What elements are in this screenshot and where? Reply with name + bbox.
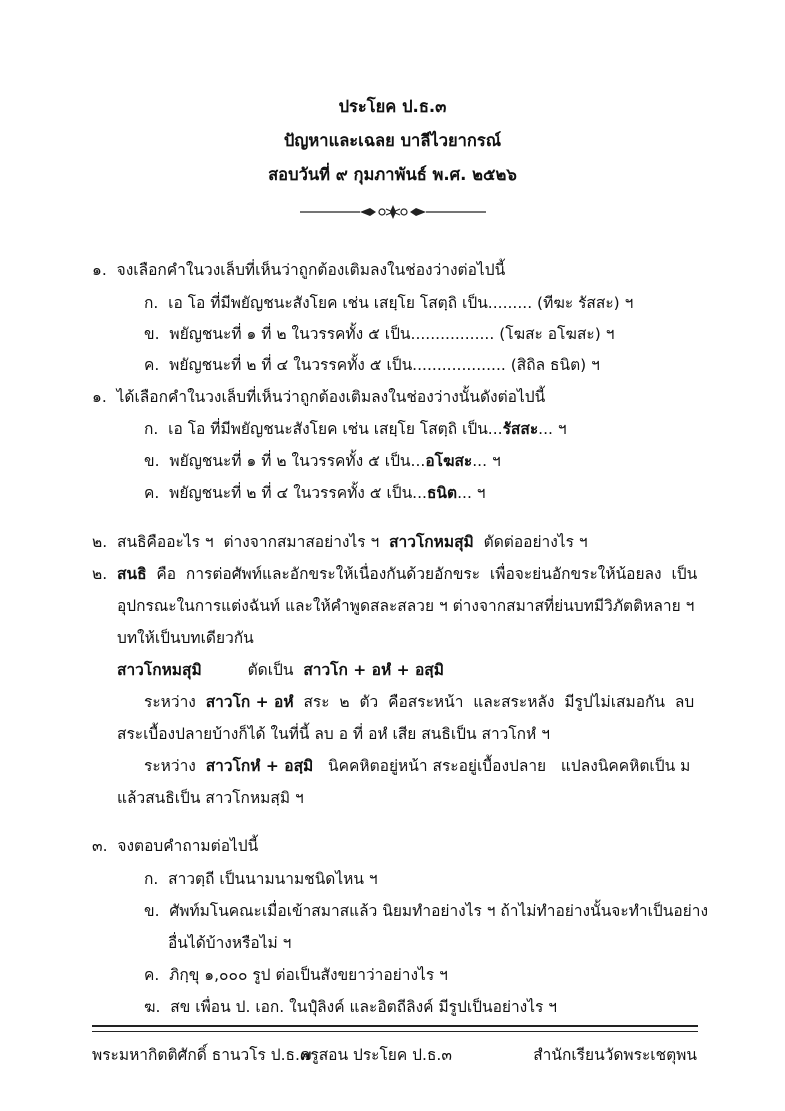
answer-text-end: ... ฯ: [457, 484, 486, 502]
footer-school: สำนักเรียนวัดพระเชตุพน: [533, 1046, 697, 1064]
footer-rule-thin: [92, 1031, 698, 1032]
explanation-text-end: สระ ๒ ตัว คือสระหน้า และสระหลัง มีรูปไม่เสมอกัน ลบ: [293, 693, 695, 711]
question-2: [92, 529, 588, 554]
answer-number: ๑.: [92, 388, 107, 406]
question-text: จงตอบคำถามต่อไปนี้: [117, 837, 259, 855]
split-line: [117, 657, 444, 682]
answer-text: พยัญชนะที่ ๒ ที่ ๔ ในวรรคทั้ง ๕ เป็น...: [169, 484, 427, 502]
q3-item: [144, 898, 708, 923]
answer-text: เอ โอ ที่มีพยัญชนะสังโยค เช่น เสยฺโย โสตฺถิ เป็น...: [168, 420, 503, 438]
item-text: ศัพท์มโนคณะเมื่อเข้าสมาสแล้ว นิยมทำอย่างไร ฯ ถ้าไม่ทำอย่างนั้นจะทำเป็นอย่าง: [169, 902, 709, 920]
question-number: ๑.: [92, 261, 107, 279]
item-letter: ข.: [144, 452, 160, 470]
answer-keyword: ธนิต: [426, 484, 458, 502]
footer-rule: [92, 1025, 698, 1027]
question-keyword: สาวโกหมสุมิ: [389, 533, 474, 551]
explanation-text: ระหว่าง: [144, 693, 206, 711]
answer-keyword: อโฆสะ: [425, 452, 473, 470]
item-text: ภิกฺขุ ๑,๐๐๐ รูป ต่อเป็นสังขยาว่าอย่างไร ฯ: [169, 966, 448, 984]
answer-item: [144, 448, 501, 473]
q1-item: [144, 352, 600, 377]
footer-author: พระมหากิตติศักดิ์ ธานวโร ป.ธ.๗: [92, 1046, 312, 1064]
exam-date: สอบวันที่ ๙ กุมภาพันธ์ พ.ศ. ๒๕๒๖: [268, 165, 517, 184]
q3-item: [144, 994, 557, 1019]
explanation-text: ระหว่าง: [144, 757, 206, 775]
answer-text-end: ... ฯ: [472, 452, 501, 470]
page-title: ประโยค ป.ธ.๓: [338, 97, 447, 116]
answer-keyword: รัสสะ: [502, 420, 539, 438]
question-text-end: ตัดต่ออย่างไร ฯ: [473, 533, 588, 551]
explanation-keyword: สาวโก + อหํ: [205, 693, 294, 711]
item-text: พยัญชนะที่ ๒ ที่ ๔ ในวรรคทั้ง ๕ เป็น................... (สิถิล ธนิต) ฯ: [169, 356, 600, 374]
question-3: [92, 833, 258, 858]
q3-item: [144, 866, 378, 891]
explanation-line: แล้วสนธิเป็น สาวโกหมสฺมิ ฯ: [117, 789, 304, 807]
split-label: ตัดเป็น: [247, 661, 294, 679]
answer-text: พยัญชนะที่ ๑ ที่ ๒ ในวรรคทั้ง ๕ เป็น...: [169, 452, 426, 470]
answer-keyword: สนธิ: [117, 565, 147, 583]
question-number: ๓.: [92, 837, 108, 855]
q1-item: [144, 321, 614, 346]
item-letter: ก.: [144, 294, 159, 312]
item-letter: ข.: [144, 902, 160, 920]
item-text: สข เพื่อน ป. เอก. ในปุํลิงค์ และอิตถีลิงค์ มีรูปเป็นอย่างไร ฯ: [170, 998, 557, 1016]
question-number: ๒.: [92, 533, 108, 551]
item-letter: ค.: [144, 484, 160, 502]
question-1: [92, 257, 505, 282]
item-letter: ฆ.: [144, 998, 161, 1016]
answer-text-end: ... ฯ: [538, 420, 567, 438]
answer-text: คือ การต่อศัพท์และอักขระให้เนื่องกันด้วยอักขระ เพื่อจะย่นอักขระให้น้อยลง เป็น: [146, 565, 698, 583]
answer-intro: ได้เลือกคำในวงเล็บที่เห็นว่าถูกต้องเติมลงในช่องว่างนั้นดังต่อไปนี้: [116, 388, 546, 406]
question-text: สนธิคืออะไร ฯ ต่างจากสมาสอย่างไร ฯ: [117, 533, 390, 551]
item-letter: ค.: [144, 356, 160, 374]
item-letter: ข.: [144, 325, 160, 343]
answer-1: [92, 384, 545, 409]
item-letter: ก.: [144, 420, 159, 438]
q1-item: [144, 290, 633, 315]
answer-2-line: บทให้เป็นบทเดียวกัน: [117, 629, 254, 647]
explanation-line: [144, 689, 694, 714]
explanation-line: [144, 753, 690, 778]
answer-item: [144, 416, 567, 441]
item-letter: ค.: [144, 966, 160, 984]
ornament-divider: [300, 200, 486, 224]
explanation-line: สระเบื้องปลายบ้างก็ได้ ในที่นี้ ลบ อ ที่ อหํ เสีย สนธิเป็น สาวโกหํ ฯ: [117, 725, 550, 743]
split-word: สาวโกหมสุมิ: [117, 661, 202, 679]
item-text: พยัญชนะที่ ๑ ที่ ๒ ในวรรคทั้ง ๕ เป็น................. (โฆสะ อโฆสะ) ฯ: [169, 325, 615, 343]
q3-item-continued: อื่นได้บ้างหรือไม่ ฯ: [168, 934, 292, 952]
page-subtitle: ปัญหาและเฉลย บาลีไวยากรณ์: [283, 131, 502, 150]
explanation-keyword: สาวโกหํ + อสฺมิ: [205, 757, 314, 775]
split-result: สาวโก + อหํ + อสฺมิ: [303, 661, 444, 679]
item-text: เอ โอ ที่มีพยัญชนะสังโยค เช่น เสยฺโย โสตฺถิ เป็น......... (ทีฆะ รัสสะ) ฯ: [168, 294, 634, 312]
answer-number: ๒.: [92, 565, 108, 583]
answer-2-line: [92, 561, 697, 586]
question-text: จงเลือกคำในวงเล็บที่เห็นว่าถูกต้องเติมลงในช่องว่างต่อไปนี้: [116, 261, 506, 279]
answer-item: [144, 480, 486, 505]
footer-role: ครูสอน ประโยค ป.ธ.๓: [300, 1046, 452, 1064]
item-text: สาวตฺถี เป็นนามนามชนิดไหน ฯ: [168, 870, 378, 888]
q3-item: [144, 962, 448, 987]
answer-2-line: อุปกรณะในการแต่งฉันท์ และให้คำพูดสละสลวย ฯ ต่างจากสมาสที่ย่นบทมีวิภัตติหลาย ฯ: [117, 597, 695, 615]
explanation-text-end: นิคคหิตอยู่หน้า สระอยู่เบื้องปลาย แปลงนิคคหิตเป็น ม: [313, 757, 691, 775]
item-letter: ก.: [144, 870, 159, 888]
